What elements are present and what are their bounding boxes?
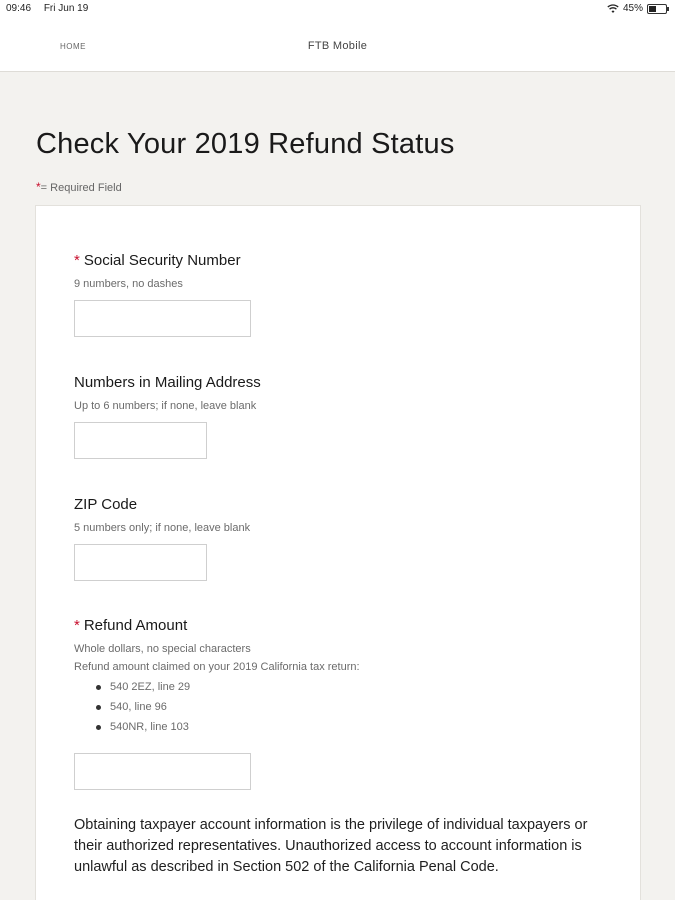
page-title: Check Your 2019 Refund Status: [36, 128, 455, 160]
refund-amount-label: [74, 617, 360, 634]
status-bar: [0, 0, 675, 20]
zip-field-group: [74, 496, 250, 581]
ssn-input[interactable]: [74, 300, 251, 337]
refund-form: [35, 205, 641, 900]
refund-amount-hint: Whole dollars, no special characters: [74, 643, 251, 655]
status-left: [6, 3, 98, 14]
ssn-hint: 9 numbers, no dashes: [74, 278, 183, 290]
status-right: [607, 3, 667, 14]
refund-amount-input[interactable]: [74, 753, 251, 790]
required-field-note: [36, 182, 122, 196]
ssn-label: [74, 252, 251, 269]
address-numbers-field-group: [74, 374, 261, 459]
zip-input[interactable]: [74, 544, 207, 581]
refund-amount-hint-2: Refund amount claimed on your 2019 California tax return:: [74, 661, 360, 673]
status-time: 09:46: [6, 3, 32, 14]
refund-amount-label-text: Refund Amount: [83, 617, 188, 634]
home-link[interactable]: HOME: [60, 42, 86, 51]
list-item: 540NR, line 103: [96, 717, 360, 737]
required-star: *: [36, 180, 41, 194]
address-numbers-input[interactable]: [74, 422, 207, 459]
disclaimer-text: Obtaining taxpayer account information is the privilege of individual taxpayers or their authorized representatives. Unauthorized access to account information is unlawful as described in Section 502 of the California Penal Code.: [74, 817, 588, 875]
zip-hint: 5 numbers only; if none, leave blank: [74, 522, 251, 534]
refund-lines-list: [74, 677, 360, 737]
app-title: FTB Mobile: [307, 40, 368, 52]
zip-label: ZIP Code: [74, 496, 138, 513]
status-date: Fri Jun 19: [43, 3, 89, 14]
list-item: 540 2EZ, line 29: [96, 677, 360, 697]
refund-required-mark: *: [74, 617, 80, 634]
ssn-label-text: Social Security Number: [83, 252, 241, 269]
address-numbers-label: Numbers in Mailing Address: [74, 374, 261, 391]
refund-amount-field-group: [74, 617, 360, 790]
nav-bar: [0, 20, 675, 72]
battery-percent: 45%: [622, 3, 643, 14]
battery-icon: [647, 4, 667, 14]
ssn-required-mark: *: [74, 252, 80, 269]
ssn-field-group: [74, 252, 251, 337]
list-item: 540, line 96: [96, 697, 360, 717]
wifi-icon: [607, 4, 619, 14]
required-note-text: = Required Field: [40, 182, 122, 194]
battery-tip: [667, 7, 669, 11]
address-numbers-hint: Up to 6 numbers; if none, leave blank: [74, 400, 257, 412]
battery-fill: [649, 6, 656, 12]
